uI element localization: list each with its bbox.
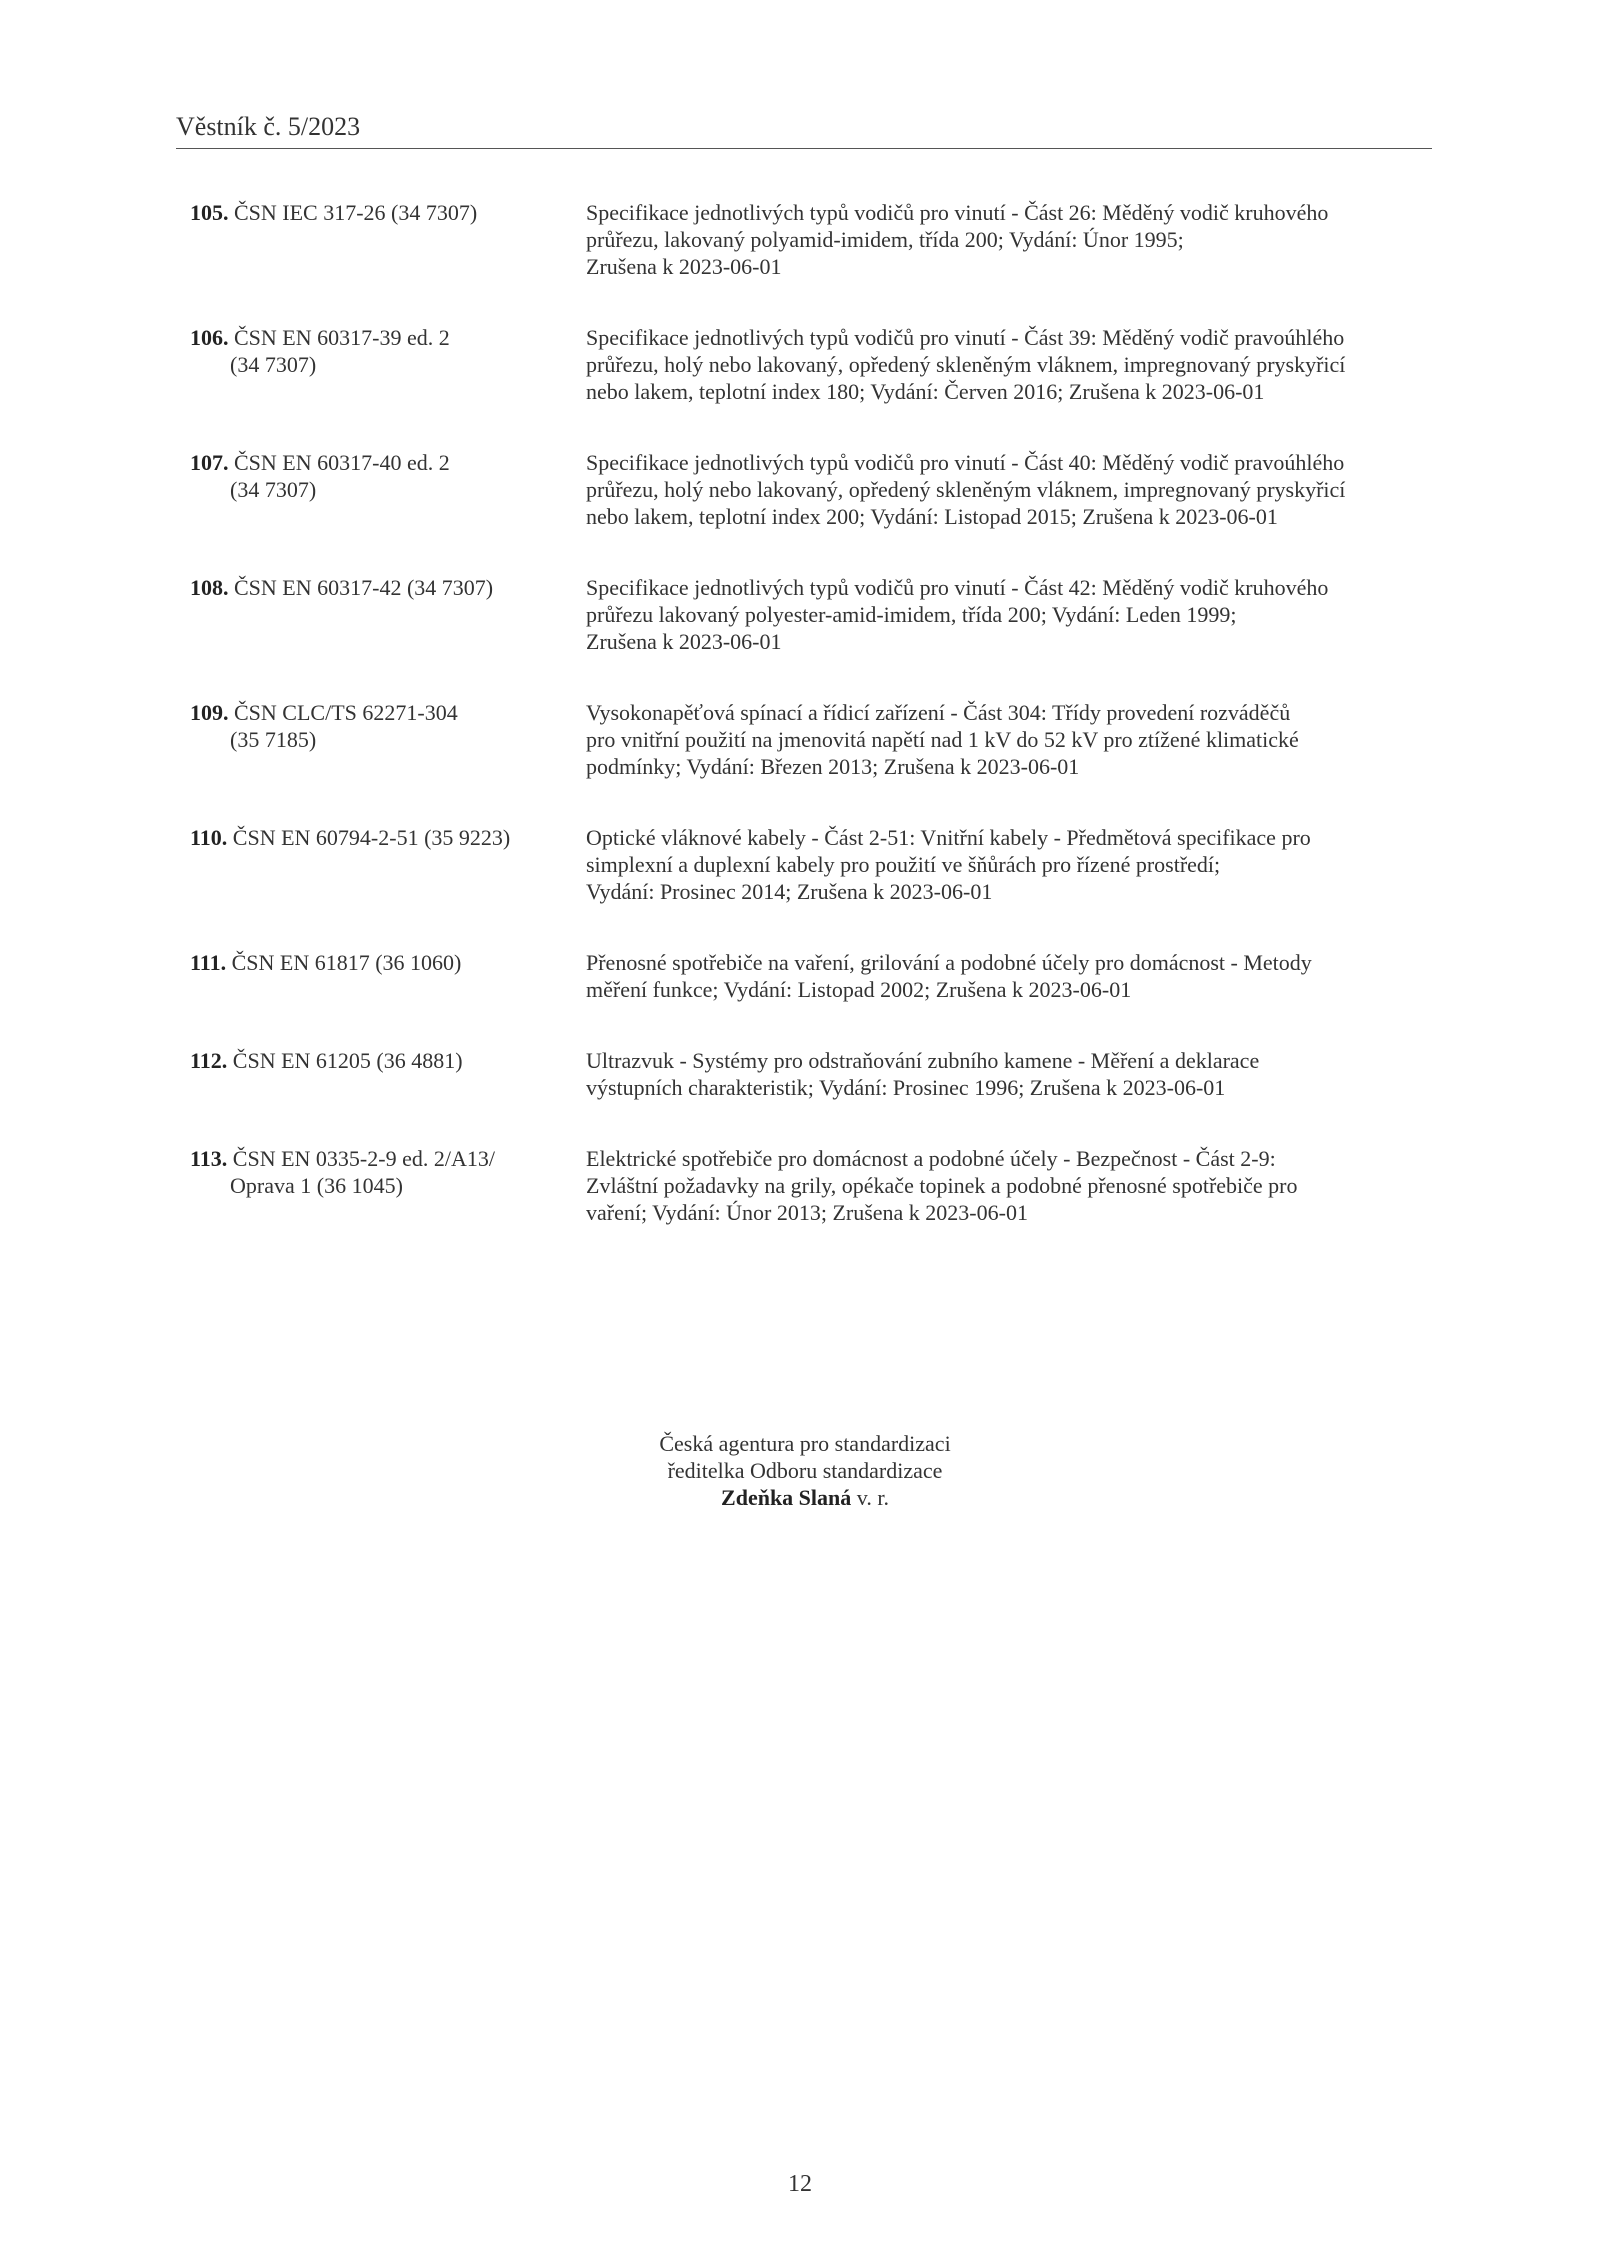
entry-identifier (190, 699, 570, 753)
entry-identifier (190, 324, 570, 378)
entry-description (586, 1145, 1426, 1226)
entry-number: 105. (190, 200, 229, 225)
entry-identifier (190, 199, 570, 226)
entry-description (586, 449, 1426, 530)
description-line: Zrušena k 2023-06-01 (586, 629, 782, 654)
description-line: průřezu, holý nebo lakovaný, opředený skleněným vláknem, impregnovaný pryskyřicí (586, 352, 1346, 377)
entry-110 (190, 824, 1430, 905)
standard-code: ČSN EN 0335-2-9 ed. 2/A13/ (232, 1146, 495, 1171)
description-line: Elektrické spotřebiče pro domácnost a podobné účely - Bezpečnost - Část 2-9: (586, 1146, 1276, 1171)
description-line: Specifikace jednotlivých typů vodičů pro vinutí - Část 26: Měděný vodič kruhového (586, 200, 1329, 225)
standard-class-code: (34 7307) (230, 352, 317, 377)
description-line: Ultrazvuk - Systémy pro odstraňování zubního kamene - Měření a deklarace (586, 1048, 1260, 1073)
description-line: Optické vláknové kabely - Část 2-51: Vnitřní kabely - Předmětová specifikace pro (586, 825, 1311, 850)
standard-class-code: (35 7185) (230, 727, 317, 752)
description-line: průřezu, lakovaný polyamid-imidem, třída 200; Vydání: Únor 1995; (586, 227, 1184, 252)
entry-description (586, 824, 1426, 905)
entry-description (586, 199, 1426, 280)
page-header (176, 112, 1432, 149)
signatory-role: ředitelka Odboru standardizace (667, 1458, 943, 1483)
standard-code: ČSN EN 60794-2-51 (35 9223) (232, 825, 511, 850)
entry-identifier (190, 949, 570, 976)
description-line: průřezu, holý nebo lakovaný, opředený skleněným vláknem, impregnovaný pryskyřicí (586, 477, 1346, 502)
entry-identifier (190, 824, 570, 851)
description-line: vaření; Vydání: Únor 2013; Zrušena k 2023-06-01 (586, 1200, 1028, 1225)
agency-name: Česká agentura pro standardizaci (659, 1431, 951, 1456)
standard-code: ČSN EN 60317-40 ed. 2 (234, 450, 450, 475)
description-line: Vysokonapěťová spínací a řídicí zařízení - Část 304: Třídy provedení rozváděčů (586, 700, 1291, 725)
page-number: 12 (788, 2171, 812, 2197)
entry-108 (190, 574, 1430, 655)
entries-list (190, 199, 1430, 1270)
description-line: Zvláštní požadavky na grily, opékače topinek a podobné přenosné spotřebiče pro (586, 1173, 1298, 1198)
entry-106 (190, 324, 1430, 405)
entry-description (586, 574, 1426, 655)
description-line: Přenosné spotřebiče na vaření, grilování a podobné účely pro domácnost - Metody (586, 950, 1312, 975)
standard-code: ČSN EN 60317-42 (34 7307) (234, 575, 494, 600)
signatory-line (500, 1484, 1110, 1511)
entry-109 (190, 699, 1430, 780)
description-line: výstupních charakteristik; Vydání: Prosinec 1996; Zrušena k 2023-06-01 (586, 1075, 1226, 1100)
standard-class-code: Oprava 1 (36 1045) (230, 1173, 403, 1198)
standard-class-code: (34 7307) (230, 477, 317, 502)
standard-code: ČSN EN 61817 (36 1060) (231, 950, 462, 975)
entry-number: 111. (190, 950, 227, 975)
entry-number: 107. (190, 450, 229, 475)
entry-identifier (190, 1145, 570, 1199)
description-line: Specifikace jednotlivých typů vodičů pro vinutí - Část 40: Měděný vodič pravoúhlého (586, 450, 1345, 475)
entry-112 (190, 1047, 1430, 1101)
signatory-suffix: v. r. (851, 1485, 889, 1510)
description-line: pro vnitřní použití na jmenovitá napětí nad 1 kV do 52 kV pro ztížené klimatické (586, 727, 1299, 752)
description-line: Specifikace jednotlivých typů vodičů pro vinutí - Část 42: Měděný vodič kruhového (586, 575, 1329, 600)
entry-number: 109. (190, 700, 229, 725)
standard-code: ČSN IEC 317-26 (34 7307) (234, 200, 478, 225)
standard-code: ČSN EN 60317-39 ed. 2 (234, 325, 450, 350)
entry-113 (190, 1145, 1430, 1226)
standard-code: ČSN EN 61205 (36 4881) (232, 1048, 463, 1073)
description-line: podmínky; Vydání: Březen 2013; Zrušena k 2023-06-01 (586, 754, 1080, 779)
description-line: Vydání: Prosinec 2014; Zrušena k 2023-06-01 (586, 879, 993, 904)
entry-identifier (190, 1047, 570, 1074)
bulletin-title: Věstník č. 5/2023 (176, 112, 361, 141)
description-line: Zrušena k 2023-06-01 (586, 254, 782, 279)
entry-number: 112. (190, 1048, 228, 1073)
entry-description (586, 1047, 1426, 1101)
entry-number: 113. (190, 1146, 228, 1171)
entry-identifier (190, 574, 570, 601)
entry-number: 108. (190, 575, 229, 600)
description-line: simplexní a duplexní kabely pro použití ve šňůrách pro řízené prostředí; (586, 852, 1221, 877)
entry-number: 110. (190, 825, 228, 850)
entry-107 (190, 449, 1430, 530)
entry-description (586, 699, 1426, 780)
entry-identifier (190, 449, 570, 503)
entry-description (586, 949, 1426, 1003)
description-line: nebo lakem, teplotní index 180; Vydání: Červen 2016; Zrušena k 2023-06-01 (586, 379, 1265, 404)
description-line: měření funkce; Vydání: Listopad 2002; Zrušena k 2023-06-01 (586, 977, 1132, 1002)
description-line: Specifikace jednotlivých typů vodičů pro vinutí - Část 39: Měděný vodič pravoúhlého (586, 325, 1345, 350)
entry-number: 106. (190, 325, 229, 350)
signatory-name: Zdeňka Slaná (721, 1485, 852, 1510)
entry-111 (190, 949, 1430, 1003)
description-line: průřezu lakovaný polyester-amid-imidem, třída 200; Vydání: Leden 1999; (586, 602, 1237, 627)
entry-description (586, 324, 1426, 405)
entry-105 (190, 199, 1430, 280)
signature-block (500, 1430, 1110, 1511)
standard-code: ČSN CLC/TS 62271-304 (234, 700, 458, 725)
description-line: nebo lakem, teplotní index 200; Vydání: Listopad 2015; Zrušena k 2023-06-01 (586, 504, 1278, 529)
